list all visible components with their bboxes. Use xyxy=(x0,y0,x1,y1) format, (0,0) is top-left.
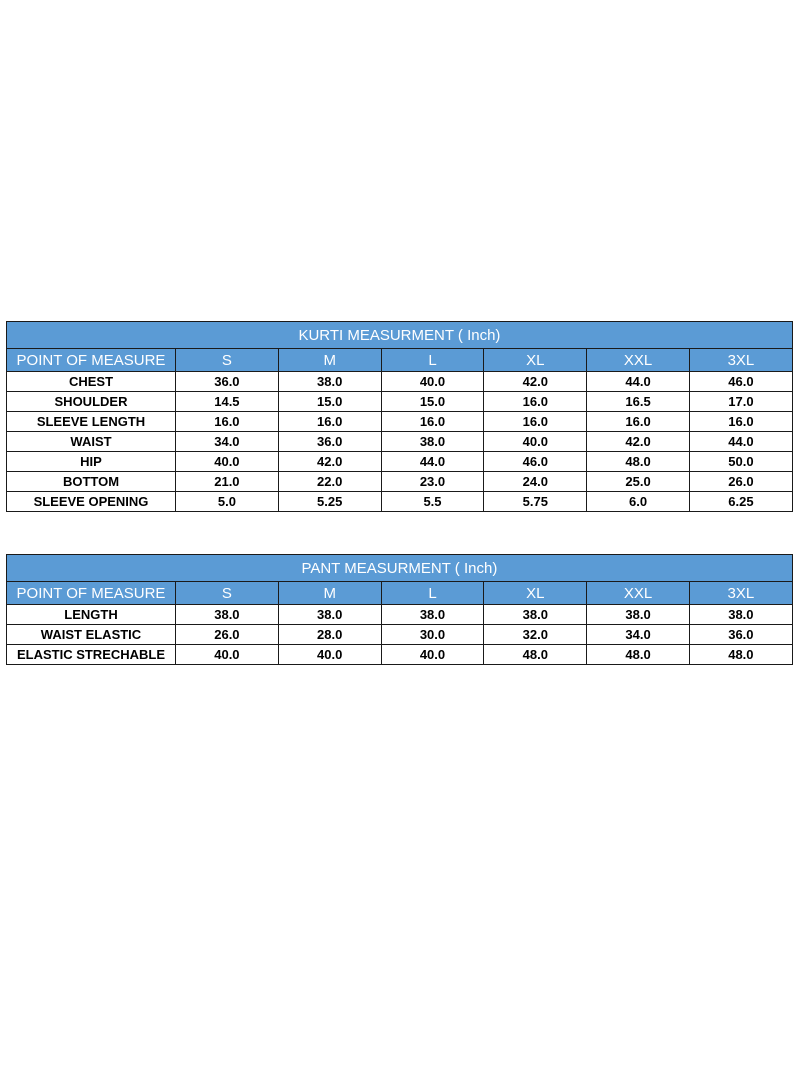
measure-label: WAIST xyxy=(7,432,176,452)
measure-value: 38.0 xyxy=(176,605,279,625)
measure-value: 23.0 xyxy=(381,472,484,492)
measure-value: 44.0 xyxy=(689,432,792,452)
measure-value: 36.0 xyxy=(278,432,381,452)
measure-value: 38.0 xyxy=(587,605,690,625)
measure-value: 16.0 xyxy=(484,412,587,432)
size-column-header: XXL xyxy=(587,582,690,605)
measure-value: 44.0 xyxy=(381,452,484,472)
measure-label: SHOULDER xyxy=(7,392,176,412)
measure-value: 38.0 xyxy=(278,372,381,392)
measure-value: 24.0 xyxy=(484,472,587,492)
measure-value: 26.0 xyxy=(176,625,279,645)
measure-label: WAIST ELASTIC xyxy=(7,625,176,645)
size-column-header: 3XL xyxy=(689,349,792,372)
measure-value: 15.0 xyxy=(278,392,381,412)
measure-value: 26.0 xyxy=(689,472,792,492)
size-column-header: S xyxy=(176,582,279,605)
table-title: KURTI MEASURMENT ( Inch) xyxy=(7,322,793,349)
measure-value: 48.0 xyxy=(689,645,792,665)
measure-value: 25.0 xyxy=(587,472,690,492)
measure-value: 6.0 xyxy=(587,492,690,512)
measure-label: HIP xyxy=(7,452,176,472)
measure-value: 16.0 xyxy=(278,412,381,432)
measure-value: 6.25 xyxy=(689,492,792,512)
measure-value: 44.0 xyxy=(587,372,690,392)
size-column-header: S xyxy=(176,349,279,372)
point-of-measure-header: POINT OF MEASURE xyxy=(7,349,176,372)
measure-value: 16.0 xyxy=(484,392,587,412)
size-column-header: XL xyxy=(484,582,587,605)
measure-value: 15.0 xyxy=(381,392,484,412)
measure-value: 16.0 xyxy=(381,412,484,432)
measure-value: 14.5 xyxy=(176,392,279,412)
size-column-header: 3XL xyxy=(689,582,792,605)
measure-value: 38.0 xyxy=(278,605,381,625)
measure-label: BOTTOM xyxy=(7,472,176,492)
size-column-header: XL xyxy=(484,349,587,372)
measure-value: 40.0 xyxy=(176,645,279,665)
kurti-measurement-table xyxy=(6,321,793,512)
table-title-row xyxy=(7,322,793,349)
size-column-header: L xyxy=(381,582,484,605)
table-title: PANT MEASURMENT ( Inch) xyxy=(7,555,793,582)
measure-value: 42.0 xyxy=(278,452,381,472)
table-row xyxy=(7,452,793,472)
table-row xyxy=(7,625,793,645)
size-column-header: L xyxy=(381,349,484,372)
measure-label: LENGTH xyxy=(7,605,176,625)
measure-value: 50.0 xyxy=(689,452,792,472)
measure-value: 36.0 xyxy=(176,372,279,392)
measure-value: 38.0 xyxy=(381,432,484,452)
table-row xyxy=(7,372,793,392)
measure-value: 48.0 xyxy=(587,645,690,665)
table-row xyxy=(7,492,793,512)
measure-value: 32.0 xyxy=(484,625,587,645)
column-header-row xyxy=(7,349,793,372)
measure-value: 30.0 xyxy=(381,625,484,645)
size-column-header: XXL xyxy=(587,349,690,372)
measure-value: 21.0 xyxy=(176,472,279,492)
measure-value: 22.0 xyxy=(278,472,381,492)
measure-label: ELASTIC STRECHABLE xyxy=(7,645,176,665)
measure-value: 38.0 xyxy=(484,605,587,625)
measure-label: SLEEVE OPENING xyxy=(7,492,176,512)
measure-value: 5.75 xyxy=(484,492,587,512)
measure-value: 16.5 xyxy=(587,392,690,412)
measure-value: 5.25 xyxy=(278,492,381,512)
measure-value: 5.0 xyxy=(176,492,279,512)
measure-value: 48.0 xyxy=(587,452,690,472)
measure-value: 42.0 xyxy=(484,372,587,392)
size-column-header: M xyxy=(278,582,381,605)
measure-value: 34.0 xyxy=(587,625,690,645)
measure-value: 16.0 xyxy=(176,412,279,432)
measure-value: 46.0 xyxy=(484,452,587,472)
point-of-measure-header: POINT OF MEASURE xyxy=(7,582,176,605)
measure-value: 46.0 xyxy=(689,372,792,392)
measure-value: 40.0 xyxy=(381,372,484,392)
table-row xyxy=(7,605,793,625)
measure-value: 17.0 xyxy=(689,392,792,412)
measure-value: 28.0 xyxy=(278,625,381,645)
measure-value: 38.0 xyxy=(689,605,792,625)
measure-label: CHEST xyxy=(7,372,176,392)
measure-value: 48.0 xyxy=(484,645,587,665)
measure-value: 16.0 xyxy=(587,412,690,432)
size-column-header: M xyxy=(278,349,381,372)
measure-label: SLEEVE LENGTH xyxy=(7,412,176,432)
measure-value: 16.0 xyxy=(689,412,792,432)
measure-value: 40.0 xyxy=(176,452,279,472)
measure-value: 38.0 xyxy=(381,605,484,625)
column-header-row xyxy=(7,582,793,605)
measure-value: 40.0 xyxy=(381,645,484,665)
table-row xyxy=(7,432,793,452)
table-row xyxy=(7,412,793,432)
measure-value: 42.0 xyxy=(587,432,690,452)
measure-value: 40.0 xyxy=(484,432,587,452)
table-title-row xyxy=(7,555,793,582)
table-row xyxy=(7,645,793,665)
measure-value: 34.0 xyxy=(176,432,279,452)
pant-measurement-table xyxy=(6,554,793,665)
table-row xyxy=(7,392,793,412)
table-row xyxy=(7,472,793,492)
measure-value: 40.0 xyxy=(278,645,381,665)
measure-value: 5.5 xyxy=(381,492,484,512)
measure-value: 36.0 xyxy=(689,625,792,645)
